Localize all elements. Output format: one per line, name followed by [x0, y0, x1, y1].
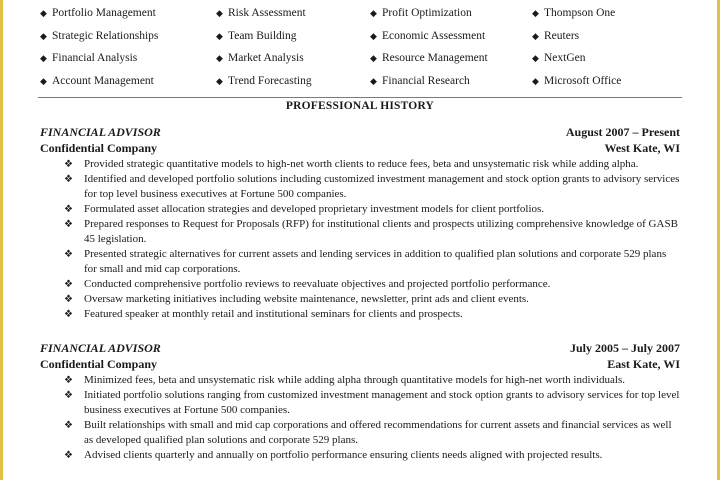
list-item: ❖ Initiated portfolio solutions ranging from customized investment management and stock option grants to advisory services for top level business executives at Fortune 500 companies. [64, 389, 680, 416]
skill-item: ◆ Strategic Relationships [40, 25, 212, 48]
diamond-bullet-icon: ◆ [40, 53, 47, 63]
page-border-left [0, 0, 3, 480]
skill-item: ◆ Microsoft Office [532, 70, 672, 93]
bullet-icon: ❖ [64, 450, 73, 461]
skill-item: ◆ Account Management [40, 70, 212, 93]
bullet-icon: ❖ [64, 390, 73, 401]
diamond-bullet-icon: ◆ [370, 8, 377, 18]
diamond-bullet-icon: ◆ [216, 75, 223, 86]
bullet-icon: ❖ [64, 159, 73, 170]
bullet-icon: ❖ [64, 375, 73, 386]
bullet-icon: ❖ [64, 219, 73, 230]
diamond-bullet-icon: ◆ [532, 75, 539, 86]
list-item: ❖ Formulated asset allocation strategies and developed proprietary investment models for client portfolios. [64, 203, 545, 215]
list-item: ❖ Oversaw marketing initiatives including website maintenance, newsletter, print ads and client events. [64, 293, 529, 305]
bullet-icon: ❖ [64, 279, 73, 290]
skill-item: ◆ Resource Management [370, 47, 528, 70]
skill-item: ◆ Portfolio Management [40, 2, 212, 25]
job-title: FINANCIAL ADVISOR [40, 341, 161, 355]
diamond-bullet-icon: ◆ [216, 53, 223, 63]
diamond-bullet-icon: ◆ [370, 75, 377, 86]
job-dates: July 2005 – July 2007 [569, 341, 680, 355]
job-bullets [40, 157, 680, 322]
diamond-bullet-icon: ◆ [532, 8, 539, 18]
job-header [40, 125, 680, 141]
skill-item: ◆ NextGen [532, 47, 672, 70]
diamond-bullet-icon: ◆ [40, 75, 47, 86]
skill-item: ◆ Thompson One [532, 2, 672, 25]
job-dates: August 2007 – Present [565, 125, 680, 139]
job-entry [40, 125, 680, 322]
diamond-bullet-icon: ◆ [532, 30, 539, 41]
job-location: East Kate, WI [607, 357, 680, 371]
skill-item: ◆ Market Analysis [216, 47, 366, 70]
bullet-icon: ❖ [64, 204, 73, 215]
skills-grid [40, 2, 680, 92]
section-divider [38, 97, 682, 98]
list-item: ❖ Featured speaker at monthly retail and institutional seminars for clients and prospects. [64, 308, 463, 320]
list-item: ❖ Identified and developed portfolio solutions including customized investment management and stock option grants to advisory services for top level business executives at Fortune 500 companies. [64, 173, 680, 200]
list-item: ❖ Prepared responses to Request for Proposals (RFP) for institutional clients and prospects utilizing comprehensive knowledge of GASB 45 legislation. [64, 218, 678, 245]
skill-item: ◆ Risk Assessment [216, 2, 366, 25]
diamond-bullet-icon: ◆ [40, 8, 47, 18]
job-location: West Kate, WI [604, 141, 680, 155]
job-entry [40, 341, 680, 463]
bullet-icon: ❖ [64, 420, 73, 431]
bullet-icon: ❖ [64, 309, 73, 320]
diamond-bullet-icon: ◆ [370, 30, 377, 41]
company-name: Confidential Company [40, 357, 158, 371]
diamond-bullet-icon: ◆ [40, 30, 47, 41]
skill-item: ◆ Reuters [532, 25, 672, 48]
section-title: PROFESSIONAL HISTORY [285, 100, 435, 112]
diamond-bullet-icon: ◆ [216, 8, 223, 18]
list-item: ❖ Advised clients quarterly and annually on portfolio performance ensuring clients needs aligned with projected results. [64, 449, 603, 461]
skill-item: ◆ Trend Forecasting [216, 70, 366, 93]
diamond-bullet-icon: ◆ [216, 30, 223, 41]
skill-item: ◆ Financial Analysis [40, 47, 212, 70]
job-title: FINANCIAL ADVISOR [40, 125, 161, 139]
bullet-icon: ❖ [64, 174, 73, 185]
list-item: ❖ Minimized fees, beta and unsystematic risk while adding alpha through quantitative models for high-net worth individuals. [64, 374, 626, 386]
list-item: ❖ Built relationships with small and mid cap corporations and offered recommendations for current assets and financial services as well as developed qualified plan solutions and corporate 529 plans. [64, 419, 672, 446]
list-item: ❖ Provided strategic quantitative models to high-net worth clients to reduce fees, beta and unsystematic risk while adding alpha. [64, 158, 639, 170]
company-name: Confidential Company [40, 141, 158, 155]
job-header [40, 341, 680, 357]
diamond-bullet-icon: ◆ [532, 53, 539, 63]
list-item: ❖ Presented strategic alternatives for current assets and lending services in addition to qualified plan solutions and corporate 529 plans for small and mid cap corporations. [64, 248, 667, 275]
list-item: ❖ Conducted comprehensive portfolio reviews to reevaluate objectives and projected portfolio performance. [64, 278, 551, 290]
skill-item: ◆ Economic Assessment [370, 25, 528, 48]
skill-item: ◆ Profit Optimization [370, 2, 528, 25]
diamond-bullet-icon: ◆ [370, 53, 377, 63]
skill-item: ◆ Financial Research [370, 70, 528, 93]
job-subheader [40, 357, 680, 373]
bullet-icon: ❖ [64, 294, 73, 305]
job-bullets [40, 373, 680, 463]
bullet-icon: ❖ [64, 249, 73, 260]
skill-item: ◆ Team Building [216, 25, 366, 48]
job-subheader [40, 141, 680, 157]
